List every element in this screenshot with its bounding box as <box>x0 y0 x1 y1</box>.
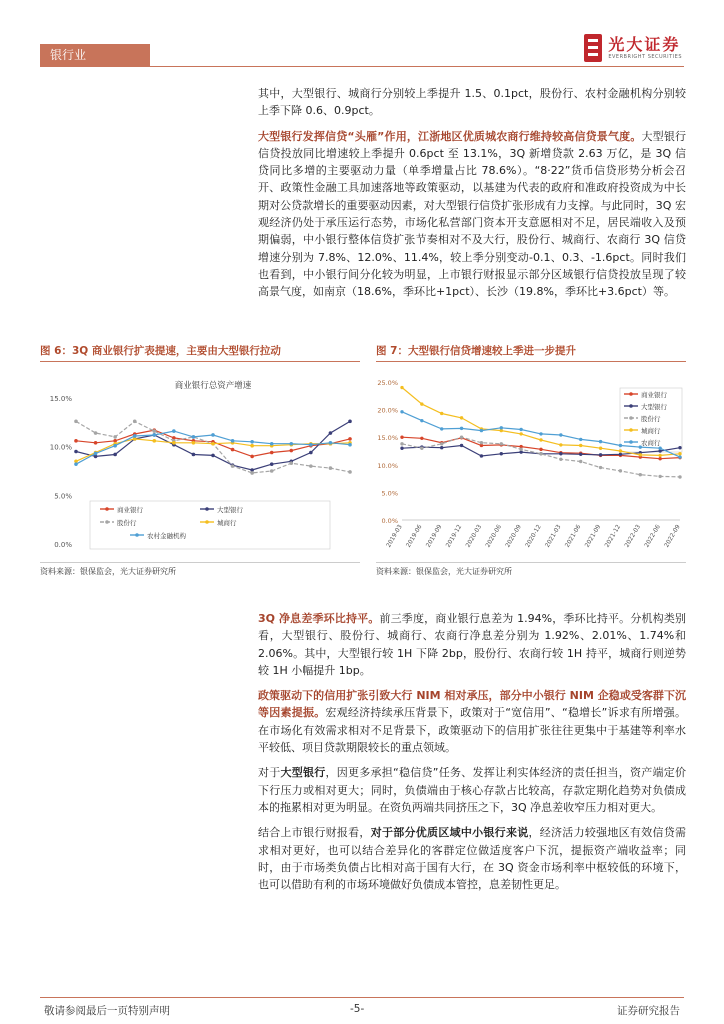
data-point-大型银行 <box>678 446 681 449</box>
legend-label: 城商行 <box>217 519 237 527</box>
y-tick-label: 15.0% <box>49 395 72 403</box>
paragraph-6-body: ，经济活力较强地区有效信贷需求相对更好，也可以结合差异化的客群定位做适度客户下沉，提振资产端收益率；同时，由于市场类负债占比相对高于国有大行，在 3Q 资金市场利率中枢较低的环境下，也可以借助有利的市场环境做好负债成本管控，息差韧性更足。 <box>258 826 687 892</box>
data-point-农商行 <box>400 410 403 413</box>
legend-label: 城商行 <box>641 427 661 435</box>
data-point-股份行 <box>519 448 522 451</box>
footer-disclaimer: 敬请参阅最后一页特别声明 <box>44 1005 170 1017</box>
paragraph-5-emphasis: 大型银行 <box>280 766 326 780</box>
data-point-农村金融机构 <box>94 452 98 456</box>
bottom-text-block <box>258 610 686 901</box>
data-point-城商行 <box>420 402 423 405</box>
data-point-农商行 <box>539 432 542 435</box>
x-tick-label: 2020-06 <box>484 523 504 549</box>
data-point-城商行 <box>211 442 215 446</box>
data-point-股份行 <box>539 452 542 455</box>
y-tick-label: 5.0% <box>54 492 72 501</box>
figure-7-title: 图 7：大型银行信贷增速较上季进一步提升 <box>376 345 576 357</box>
paragraph-5-body: ，因更多承担“稳信贷”任务、发挥让利实体经济的责任担当，资产端定价下行压力或相对更大；同时，负债端由于核心存款占比较高，存款定期化趋势对负债成本的拖累相对更为明显。在资负两端共同挤压之下，3Q 净息差收窄压力相对更大。 <box>258 766 687 814</box>
data-point-农村金融机构 <box>309 443 313 447</box>
data-point-农商行 <box>658 447 661 450</box>
logo-mark-icon <box>584 34 602 62</box>
figure-7-rule <box>376 361 686 362</box>
data-point-股份行 <box>133 420 137 424</box>
data-point-股份行 <box>599 466 602 469</box>
data-point-商业银行 <box>348 437 352 441</box>
data-point-城商行 <box>250 444 254 448</box>
data-point-股份行 <box>480 441 483 444</box>
paragraph-6 <box>258 824 686 893</box>
data-point-大型银行 <box>211 454 215 458</box>
y-tick-label: 10.0% <box>49 443 72 452</box>
data-point-股份行 <box>74 420 78 424</box>
data-point-城商行 <box>152 439 156 443</box>
data-point-大型银行 <box>480 454 483 457</box>
x-tick-label: 2021-06 <box>563 523 583 549</box>
data-point-股份行 <box>113 435 117 439</box>
figure-6-title: 图 6：3Q 商业银行扩表提速，主要由大型银行拉动 <box>40 345 281 357</box>
data-point-农商行 <box>420 419 423 422</box>
data-point-股份行 <box>348 470 352 474</box>
data-point-农商行 <box>500 426 503 429</box>
data-point-农村金融机构 <box>289 442 293 446</box>
data-point-农商行 <box>678 455 681 458</box>
data-point-城商行 <box>559 443 562 446</box>
data-point-农商行 <box>599 440 602 443</box>
data-point-农村金融机构 <box>192 435 196 439</box>
data-point-农商行 <box>440 427 443 430</box>
data-point-股份行 <box>94 431 98 435</box>
legend-label: 商业银行 <box>641 391 667 399</box>
data-point-股份行 <box>658 475 661 478</box>
legend-marker <box>629 404 633 408</box>
logo-english: EVERBRIGHT SECURITIES <box>608 54 682 60</box>
chart-title: 商业银行总资产增速 <box>174 381 252 391</box>
data-point-农村金融机构 <box>172 429 176 433</box>
legend-marker <box>629 416 633 420</box>
y-tick-label: 25.0% <box>377 379 398 387</box>
legend-label: 大型银行 <box>641 403 667 411</box>
paragraph-4-lead: 政策驱动下的信用扩张引致大行 NIM 相对承压，部分中小银行 NIM 企稳或受客群下沉等因素提振。 <box>258 689 686 720</box>
paragraph-2-lead: 大型银行发挥信贷“头雁”作用，江浙地区优质城农商行维持较高信贷景气度。 <box>258 129 642 143</box>
x-tick-label: 2019-06 <box>404 523 424 549</box>
data-point-商业银行 <box>539 448 542 451</box>
legend-marker <box>205 520 209 524</box>
data-point-大型银行 <box>599 453 602 456</box>
figure-7-bottom-rule <box>376 562 686 563</box>
company-logo <box>584 34 682 62</box>
data-point-城商行 <box>539 438 542 441</box>
footer-report-type: 证券研究报告 <box>617 1005 680 1017</box>
logo-name: 光大证券 <box>608 35 681 54</box>
data-point-城商行 <box>619 449 622 452</box>
data-point-股份行 <box>289 461 293 465</box>
data-point-农商行 <box>579 438 582 441</box>
data-point-大型银行 <box>400 447 403 450</box>
x-tick-label: 2022-06 <box>643 523 662 549</box>
legend-label: 股份行 <box>117 519 137 527</box>
data-point-城商行 <box>460 416 463 419</box>
data-point-农村金融机构 <box>74 462 78 466</box>
data-point-城商行 <box>519 432 522 435</box>
x-tick-label: 2021-03 <box>543 523 563 549</box>
paragraph-1: 其中，大型银行、城商行分别较上季提升 1.5、0.1pct，股份行、农村金融机构分别较上季下降 0.6、0.9pct。 <box>258 87 686 118</box>
data-point-农村金融机构 <box>211 433 215 437</box>
header-rule <box>40 66 684 67</box>
data-point-大型银行 <box>440 446 443 449</box>
data-point-大型银行 <box>619 453 622 456</box>
data-point-大型银行 <box>460 444 463 447</box>
x-tick-label: 2019-09 <box>424 523 444 549</box>
data-point-大型银行 <box>192 453 196 457</box>
x-tick-label: 2020-12 <box>524 523 543 549</box>
data-point-农村金融机构 <box>329 441 333 445</box>
legend-marker <box>205 507 209 511</box>
legend-label: 农村金融机构 <box>147 532 186 540</box>
data-point-城商行 <box>400 386 403 389</box>
figure-7-source: 资料来源：银保监会，光大证券研究所 <box>376 567 512 576</box>
data-point-股份行 <box>619 469 622 472</box>
data-point-大型银行 <box>348 420 352 424</box>
x-tick-label: 2022-09 <box>663 523 682 549</box>
data-point-股份行 <box>309 464 313 468</box>
data-point-城商行 <box>440 412 443 415</box>
data-point-商业银行 <box>420 437 423 440</box>
data-point-股份行 <box>440 442 443 445</box>
data-point-农商行 <box>480 429 483 432</box>
data-point-股份行 <box>152 429 156 433</box>
data-point-商业银行 <box>270 451 274 455</box>
data-point-农村金融机构 <box>270 442 274 446</box>
data-point-商业银行 <box>94 441 98 445</box>
series-line-股份行 <box>76 421 350 473</box>
legend-marker <box>105 507 109 511</box>
page-number: -5- <box>350 1003 365 1015</box>
paragraph-5-lead-in: 对于 <box>258 766 281 780</box>
data-point-农村金融机构 <box>152 433 156 437</box>
y-tick-label: 15.0% <box>377 434 398 443</box>
data-point-城商行 <box>678 452 681 455</box>
paragraph-6-emphasis: 对于部分优质区域中小银行来说 <box>370 826 529 840</box>
data-point-商业银行 <box>74 439 78 443</box>
data-point-大型银行 <box>309 451 313 455</box>
data-point-大型银行 <box>270 462 274 466</box>
data-point-大型银行 <box>329 431 333 435</box>
data-point-股份行 <box>559 458 562 461</box>
data-point-商业银行 <box>400 436 403 439</box>
legend-label: 农商行 <box>641 439 661 447</box>
y-tick-label: 10.0% <box>377 461 398 470</box>
y-tick-label: 20.0% <box>377 406 398 415</box>
y-tick-label: 0.0% <box>54 541 72 549</box>
top-text-block <box>258 85 686 309</box>
data-point-农村金融机构 <box>113 444 117 448</box>
data-point-农村金融机构 <box>133 434 137 438</box>
figure-6-bottom-rule <box>40 562 360 563</box>
legend-marker <box>105 520 109 524</box>
data-point-大型银行 <box>500 452 503 455</box>
figure-7-chart <box>376 366 686 560</box>
paragraph-2 <box>258 128 686 301</box>
paragraph-6-lead-in: 结合上市银行财报看， <box>258 826 371 840</box>
figure-6-source: 资料来源：银保监会，光大证券研究所 <box>40 567 176 576</box>
data-point-城商行 <box>658 454 661 457</box>
legend-marker <box>629 428 633 432</box>
paragraph-3-body: 前三季度，商业银行息差为 1.94%，季环比持平。分机构类别看，大型银行、股份行、城商行、农商行净息差分别为 1.92%、2.01%、1.74%和 2.06%。其中，大型银行较 1H 下降 2bp，股份行、农商行较 1H 持平，城商行则逆势较 1H 小幅提升 1bp。 <box>258 612 686 677</box>
legend-label: 商业银行 <box>117 506 143 514</box>
data-point-股份行 <box>579 460 582 463</box>
y-tick-label: 0.0% <box>381 517 398 525</box>
paragraph-5 <box>258 764 686 816</box>
data-point-大型银行 <box>113 453 117 457</box>
x-tick-label: 2022-03 <box>623 523 643 549</box>
paragraph-3 <box>258 610 686 679</box>
data-point-农商行 <box>519 428 522 431</box>
x-tick-label: 2019-03 <box>385 523 404 549</box>
section-tag: 银行业 <box>40 44 150 66</box>
x-tick-label: 2020-09 <box>504 523 523 549</box>
paragraph-4 <box>258 687 686 756</box>
data-point-股份行 <box>270 469 274 473</box>
x-tick-label: 2019-12 <box>444 523 464 549</box>
data-point-股份行 <box>678 475 681 478</box>
data-point-股份行 <box>460 436 463 439</box>
data-point-股份行 <box>400 442 403 445</box>
paragraph-3-lead: 3Q 净息差季环比持平。 <box>258 612 380 625</box>
data-point-农商行 <box>559 433 562 436</box>
data-point-农村金融机构 <box>231 439 235 443</box>
data-point-农商行 <box>619 444 622 447</box>
legend-label: 大型银行 <box>217 506 243 514</box>
legend-marker <box>629 440 633 444</box>
data-point-农村金融机构 <box>250 440 254 444</box>
paragraph-4-body: 宏观经济持续承压背景下，政策对于“宽信用”、“稳增长”诉求有所增强。在市场化有效需求相对不足背景下，政策驱动下的信用扩张往往更集中于基建等利率水平较低、项目贷款期限较长的重点领域。 <box>258 706 687 755</box>
data-point-商业银行 <box>658 457 661 460</box>
footer-rule <box>40 997 684 998</box>
x-tick-label: 2021-12 <box>603 523 623 549</box>
data-point-股份行 <box>231 464 235 468</box>
data-point-股份行 <box>639 473 642 476</box>
data-point-城商行 <box>599 447 602 450</box>
data-point-大型银行 <box>579 453 582 456</box>
legend-label: 股份行 <box>641 415 661 423</box>
data-point-城商行 <box>639 453 642 456</box>
data-point-大型银行 <box>74 450 78 454</box>
legend-marker <box>135 533 139 537</box>
data-point-农村金融机构 <box>348 443 352 447</box>
data-point-股份行 <box>500 442 503 445</box>
data-point-股份行 <box>420 447 423 450</box>
figure-6-rule <box>40 361 360 362</box>
data-point-商业银行 <box>250 455 254 459</box>
x-tick-label: 2021-09 <box>583 523 603 549</box>
y-tick-label: 5.0% <box>381 489 398 498</box>
x-tick-label: 2020-03 <box>464 523 484 549</box>
paragraph-2-body: 大型银行信贷投放同比增速较上季提升 0.6pct 至 13.1%，3Q 新增贷款 2.63 万亿，是 3Q 信贷同比多增的主要驱动力量（单季增量占比 78.6%）。“8·22”货币信贷形势分析会召开、政策性金融工具加速落地等政策驱动，以基建为代表的政府和准政府投资成为中长期对公贷款增长的重要驱动因素，对大型银行信贷扩张形成有力支撑。与此同时，3Q 宏观经济仍处于承压运行态势，市场化私营部门资本开支意愿相对不足，居民端收入及预期偏弱，中小银行整体信贷扩张节奏相对不及大行，股份行、城商行、农商行 3Q 信贷增速分别为 7.8%、12.0%、11.4%，较上季分别变动-0.1、0.3、-1.6pct。同时我们也看到，中小银行间分化较为明显，上市银行财报显示部分区域银行信贷投放呈现了较高景气度，如南京（18.6%，季环比+1pct）、长沙（19.8%，季环比+3.6pct）等。 <box>258 129 686 299</box>
data-point-城商行 <box>172 441 176 445</box>
data-point-股份行 <box>329 466 333 470</box>
data-point-城商行 <box>579 444 582 447</box>
data-point-商业银行 <box>289 449 293 453</box>
legend-marker <box>629 392 633 396</box>
data-point-农商行 <box>460 427 463 430</box>
data-point-股份行 <box>250 471 254 475</box>
data-point-大型银行 <box>559 452 562 455</box>
data-point-城商行 <box>192 441 196 445</box>
figure-6-chart <box>40 366 360 560</box>
data-point-商业银行 <box>231 448 235 452</box>
